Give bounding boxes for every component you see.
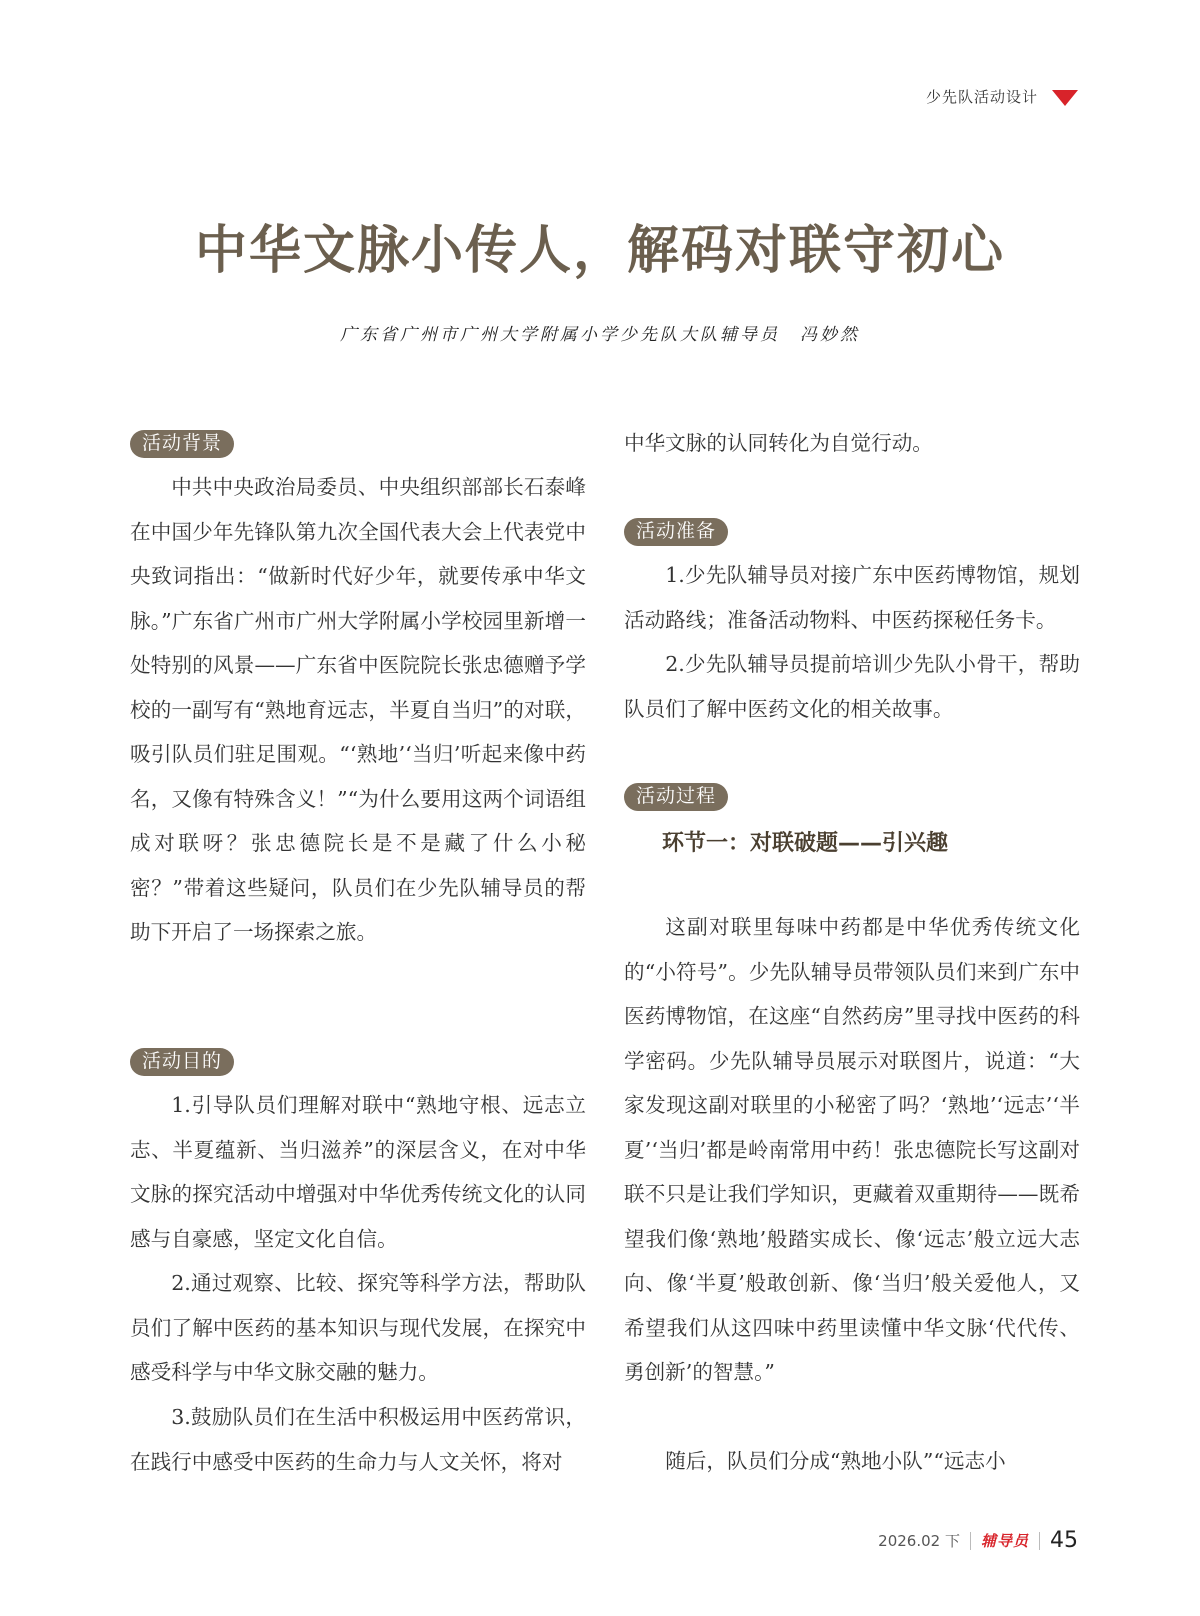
issue-date: 2026.02 下 (878, 1532, 960, 1550)
red-triangle-icon (1052, 90, 1078, 106)
goal-item-2: 2.通过观察、比较、探究等科学方法，帮助队员们了解中医药的基本知识与现代发展，在探究中感受科学与中华文脉交融的魅力。 (130, 1271, 586, 1384)
goal-item-3: 3.鼓励队员们在生活中积极运用中医药常识，在践行中感受中医药的生命力与人文关怀，将对 (130, 1405, 586, 1474)
divider (1039, 1532, 1040, 1550)
divider (970, 1532, 971, 1550)
byline: 广东省广州市广州大学附属小学少先队大队辅导员 冯妙然 (340, 325, 860, 345)
magazine-logo: 辅导员 (980, 1532, 1029, 1550)
running-head: 少先队活动设计 (925, 88, 1038, 106)
process-paragraph-1: 这副对联里每味中药都是中华优秀传统文化的“小符号”。少先队辅导员带领队员们来到广东中医药博物馆，在这座“自然药房”里寻找中医药的科学密码。少先队辅导员展示对联图片，说道：“大家发现这副对联里的小秘密了吗？‘熟地’‘远志’‘半夏’‘当归’都是岭南常用中药！张忠德院长写这副对联不只是让我们学知识，更藏着双重期待——既希望我们像‘熟地’般踏实成长、像‘远志’般立远大志向、像‘半夏’般敢创新、像‘当归’般关爱他人，又希望我们从这四味中药里读懂中华文脉‘代代传、勇创新’的智慧。” (624, 915, 1080, 1384)
section-tag-process: 活动过程 (624, 783, 728, 811)
section-tag-preparation: 活动准备 (624, 518, 728, 546)
footer (878, 1528, 1078, 1553)
article-title: 中华文脉小传人，解码对联守初心 (194, 221, 1005, 281)
goal-item-3-continuation: 中华文脉的认同转化为自觉行动。 (624, 431, 933, 455)
section-tag-background: 活动背景 (130, 430, 234, 458)
preparation-item-1: 1.少先队辅导员对接广东中医药博物馆，规划活动路线；准备活动物料、中医药探秘任务卡。 (624, 563, 1080, 632)
preparation-item-2: 2.少先队辅导员提前培训少先队小骨干，帮助队员们了解中医药文化的相关故事。 (624, 652, 1080, 721)
step-title: 环节一：对联破题——引兴趣 (662, 831, 949, 856)
section-tag-goals: 活动目的 (130, 1048, 234, 1076)
process-paragraph-2: 随后，队员们分成“熟地小队”“远志小 (665, 1449, 1006, 1473)
background-paragraph: 中共中央政治局委员、中央组织部部长石泰峰在中国少年先锋队第九次全国代表大会上代表党中央致词指出：“做新时代好少年，就要传承中华文脉。”广东省广州市广州大学附属小学校园里新增一处特别的风景——广东省中医院院长张忠德赠予学校的一副写有“熟地育远志，半夏自当归”的对联，吸引队员们驻足围观。“‘熟地’‘当归’听起来像中药名，又像有特殊含义！”“为什么要用这两个词语组成对联呀？张忠德院长是不是藏了什么小秘密？”带着这些疑问，队员们在少先队辅导员的帮助下开启了一场探索之旅。 (130, 475, 586, 944)
page-number: 45 (1050, 1528, 1078, 1553)
goal-item-1: 1.引导队员们理解对联中“熟地守根、远志立志、半夏蕴新、当归滋养”的深层含义，在对中华文脉的探究活动中增强对中华优秀传统文化的认同感与自豪感，坚定文化自信。 (130, 1093, 586, 1251)
